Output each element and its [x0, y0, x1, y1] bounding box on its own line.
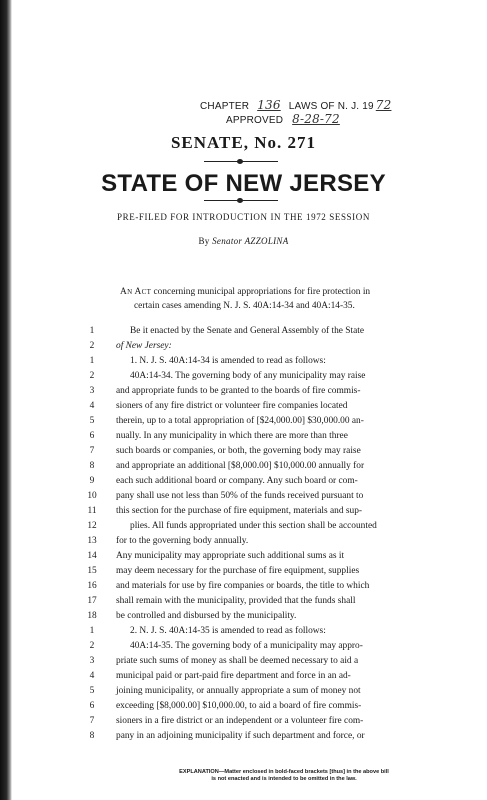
explanation-line1: EXPLANATION—Matter enclosed in bold-faced brackets [thus] in the above bill: [179, 769, 389, 775]
chapter-label: CHAPTER: [200, 101, 250, 112]
prefiled-line: PRE-FILED FOR INTRODUCTION IN THE 1972 SESSION: [117, 212, 370, 222]
document-page: CHAPTER 136 LAWS OF N. J. 19 72 APPROVED 8-28-72 SENATE, No. 271 STATE OF NEW JERSEY PRE-FILED FOR INTRODUCTION IN THE 1972 SESSION By Senator AZZOLINA An Act concerning municipal appropriations for fire protection in certain cases amending N. J. S. 40A:14-34 and 40A:14-35. 1 Be it enacted by the Senate and General Assembly of the State 2 of New Jersey: 1 1. N. J. S. 40A:14-34 is amended to read as follows: 2 40A:14-34. The governing body of any municipality may raise 3 and appropriate funds to be granted to the boards of fire commis- 4 sioners of any fire district or volunteer fire companies located 5 therein, up to a total appropriation of [$24,000.00] $30,000.00 an- 6 nually. In any municipality in which there are more than three 7 such boards or companies, or both, the governing body may raise 8 and appropriate an additional [$8,000.00] $10,000.00 annually for 9 each such additional board or company. Any such board or com- 10 pany shall use not less than 50% of the funds received pursuant to 11 this section for the purchase of fire equipment, materials and sup- 12 plies. All funds appropriated under this section shall be accounted 13 for to the governing body annually. 14 Any municipality may appropriate such additional sums as it 15 may deem necessary for the purchase of fire equipment, supplies 16 and materials for use by fire companies or boards, the title to which 17 shall remain with the municipality, provided that the funds shall 18 be controlled and disbursed by the municipality. 1 2. N. J. S. 40A:14-35 is amended to read as follows: 2 40A:14-35. The governing body of a municipality may appro- 3 priate such sums of money as shall be deemed necessary to aid a 4 municipal paid or part-paid fire department and force in an ad- 5 joining municipality, or annually appropriate a sum of money not 6 exceeding [$8,000.00] $10,000.00, to aid a board of fire commis- 7 sioners in a fire district or an independent or a volunteer fire com- 8 pany in an adjoining municipality if such department and force, or EXPLANATION—Matter enclosed in bold-faced brackets [thus] in the above bill is not enacted and is intended to be omitted in the law.: [0, 0, 487, 800]
chapter-line: [200, 98, 393, 112]
sponsor-name: Senator AZZOLINA: [212, 236, 289, 246]
sponsor-line: [0, 236, 487, 246]
act-title-lead: An Act: [120, 287, 152, 297]
title-rule-top: [204, 161, 278, 162]
act-title-line1: concerning municipal appropriations for fire protection in: [151, 287, 371, 297]
sponsor-prefix: By: [198, 236, 210, 246]
laws-year: 72: [375, 98, 392, 112]
act-title-line2: certain cases amending N. J. S. 40A:14-34 and 40A:14-35.: [134, 301, 355, 311]
senate-number: SENATE, No. 271: [170, 133, 317, 152]
chapter-number: 136: [257, 98, 281, 112]
state-title: STATE OF NEW JERSEY: [101, 170, 386, 197]
laws-label: LAWS OF N. J. 19: [288, 101, 374, 112]
explanation-line2: is not enacted and is intended to be omitted in the law.: [211, 776, 357, 782]
approved-line: [200, 112, 393, 126]
approved-label: APPROVED: [226, 115, 284, 126]
approved-date: 8-28-72: [292, 112, 340, 126]
chapter-stamp: [200, 98, 393, 126]
act-title: [120, 285, 450, 313]
title-rule-bottom: [204, 200, 278, 201]
explanation-footnote: [104, 769, 464, 783]
